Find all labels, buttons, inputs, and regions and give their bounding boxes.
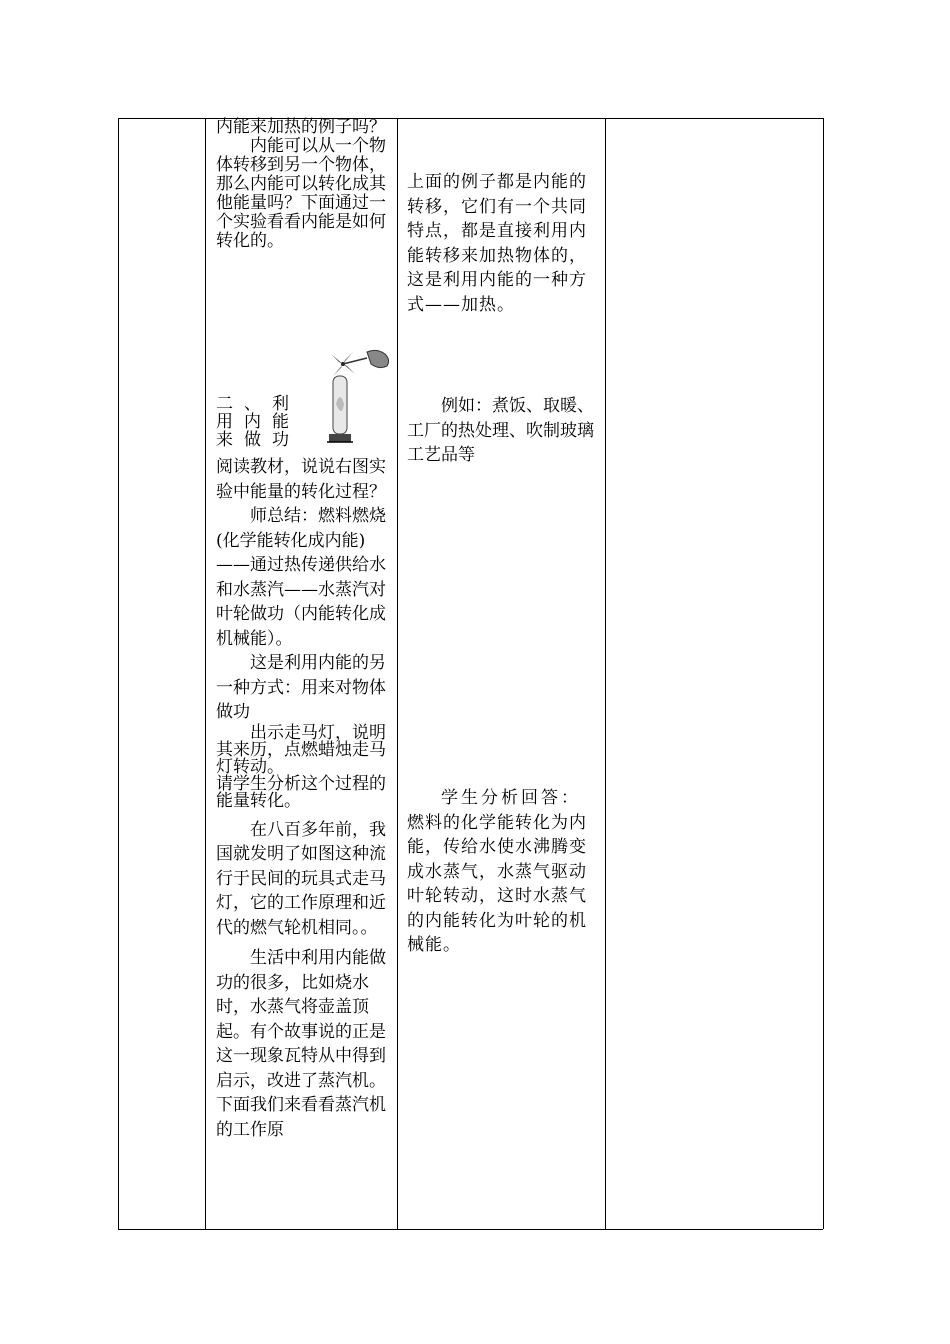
question-text: 内能来加热的例子吗？ bbox=[216, 117, 386, 137]
table-bottom-border bbox=[118, 1229, 823, 1230]
student-activity-a: 上面的例子都是内能的转移，它们有一个共同特点，都是直接利用内能转移来加热物体的，这是利用内能的一种方式——加热。 bbox=[407, 172, 587, 315]
column-divider-3 bbox=[605, 118, 606, 1229]
table-border-right bbox=[823, 118, 824, 1229]
method-note: 这是利用内能的另一种方式：用来对物体做功 bbox=[216, 653, 386, 722]
transition-text: 内能可以从一个物体转移到另一个物体，那么内能可以转化成其他能量吗？下面通过一个实验看看内能是如何转化的。 bbox=[216, 136, 386, 251]
column-divider-1 bbox=[205, 118, 206, 1229]
student-activity-c bbox=[407, 786, 599, 958]
table-border-left bbox=[118, 118, 119, 1229]
teacher-summary: 师总结：燃料燃烧(化学能转化成内能)——通过热传递供给水和水蒸汽——水蒸汽对叶轮做功（内能转化成机械能）。 bbox=[216, 506, 386, 649]
student-task: 请学生分析这个过程的能量转化。 bbox=[216, 773, 386, 811]
history-note: 在八百多年前，我国就发明了如图这种流行于民间的玩具式走马灯，它的工作原理和近代的燃气轮机相同。。 bbox=[216, 819, 386, 938]
steam-engine-intro: 生活中利用内能做功的很多，比如烧水时，水蒸气将壶盖顶起。有个故事说的正是这一现象瓦特从中得到启示，改进了蒸汽机。下面我们来看看蒸汽机的工作原 bbox=[216, 948, 386, 1140]
lantern-demo: 出示走马灯，说明其来历，点燃蜡烛走马灯转动。 bbox=[216, 722, 386, 777]
student-answer-heading: 学生分析回答： bbox=[441, 788, 581, 808]
section-heading: 二、利用内能来做功 bbox=[216, 394, 300, 450]
student-activity-b: 例如：煮饭、取暖、工厂的热处理、吹制玻璃工艺品等 bbox=[407, 396, 594, 465]
student-answer: 燃料的化学能转化为内能，传给水使水沸腾变成水蒸气，水蒸气驱动叶轮转动，这时水蒸气的内能转化为叶轮的机械能。 bbox=[407, 812, 587, 955]
teacher-activity-top bbox=[216, 118, 392, 251]
teacher-activity-body bbox=[216, 455, 392, 1142]
steam-pinwheel-experiment-figure bbox=[323, 344, 397, 444]
column-divider-2 bbox=[397, 118, 398, 1229]
reading-prompt: 阅读教材，说说右图实验中能量的转化过程？ bbox=[216, 457, 386, 502]
